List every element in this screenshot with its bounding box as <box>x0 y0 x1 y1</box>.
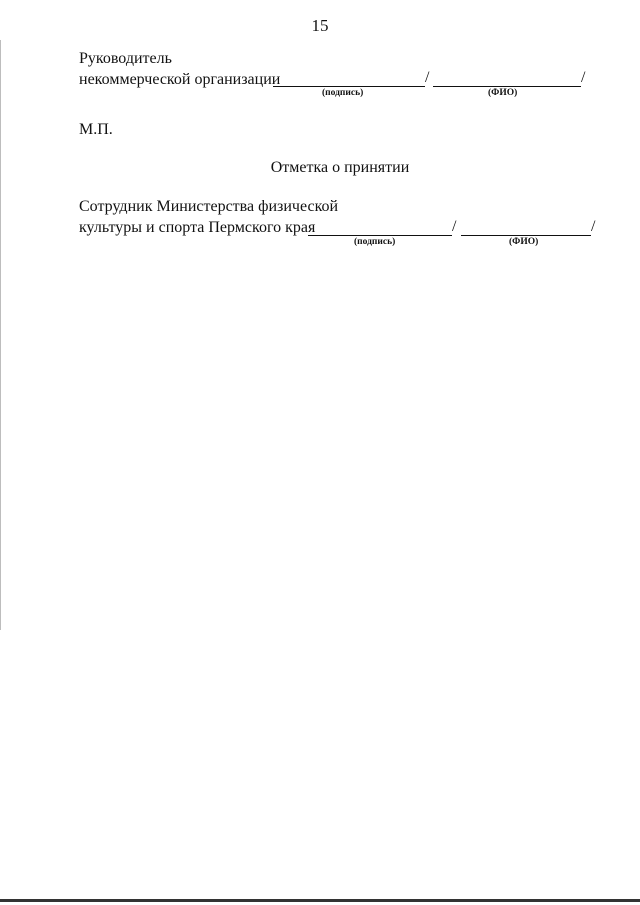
employee-title-line1: Сотрудник Министерства физической <box>79 198 339 215</box>
acceptance-heading: Отметка о принятии <box>270 159 410 176</box>
head-name-blank[interactable] <box>433 86 581 87</box>
head-title-line2: некоммерческой организации <box>79 71 281 88</box>
head-end-slash: / <box>581 69 586 86</box>
employee-name-caption: (ФИО) <box>509 237 539 247</box>
scan-left-edge <box>0 40 1 630</box>
scan-bottom-edge <box>0 899 640 902</box>
employee-signature-blank[interactable] <box>308 235 452 236</box>
employee-title-line2: культуры и спорта Пермского края <box>79 219 316 236</box>
page-number: 15 <box>311 16 329 35</box>
head-separator-slash: / <box>425 69 430 86</box>
head-signature-blank[interactable] <box>273 86 425 87</box>
employee-separator-slash: / <box>452 218 457 235</box>
employee-signature-caption: (подпись) <box>354 237 396 247</box>
head-signature-caption: (подпись) <box>322 88 364 98</box>
head-name-caption: (ФИО) <box>488 88 518 98</box>
employee-name-blank[interactable] <box>461 235 591 236</box>
employee-end-slash: / <box>591 218 596 235</box>
head-title-line1: Руководитель <box>79 50 172 67</box>
seal-label: М.П. <box>79 121 113 138</box>
